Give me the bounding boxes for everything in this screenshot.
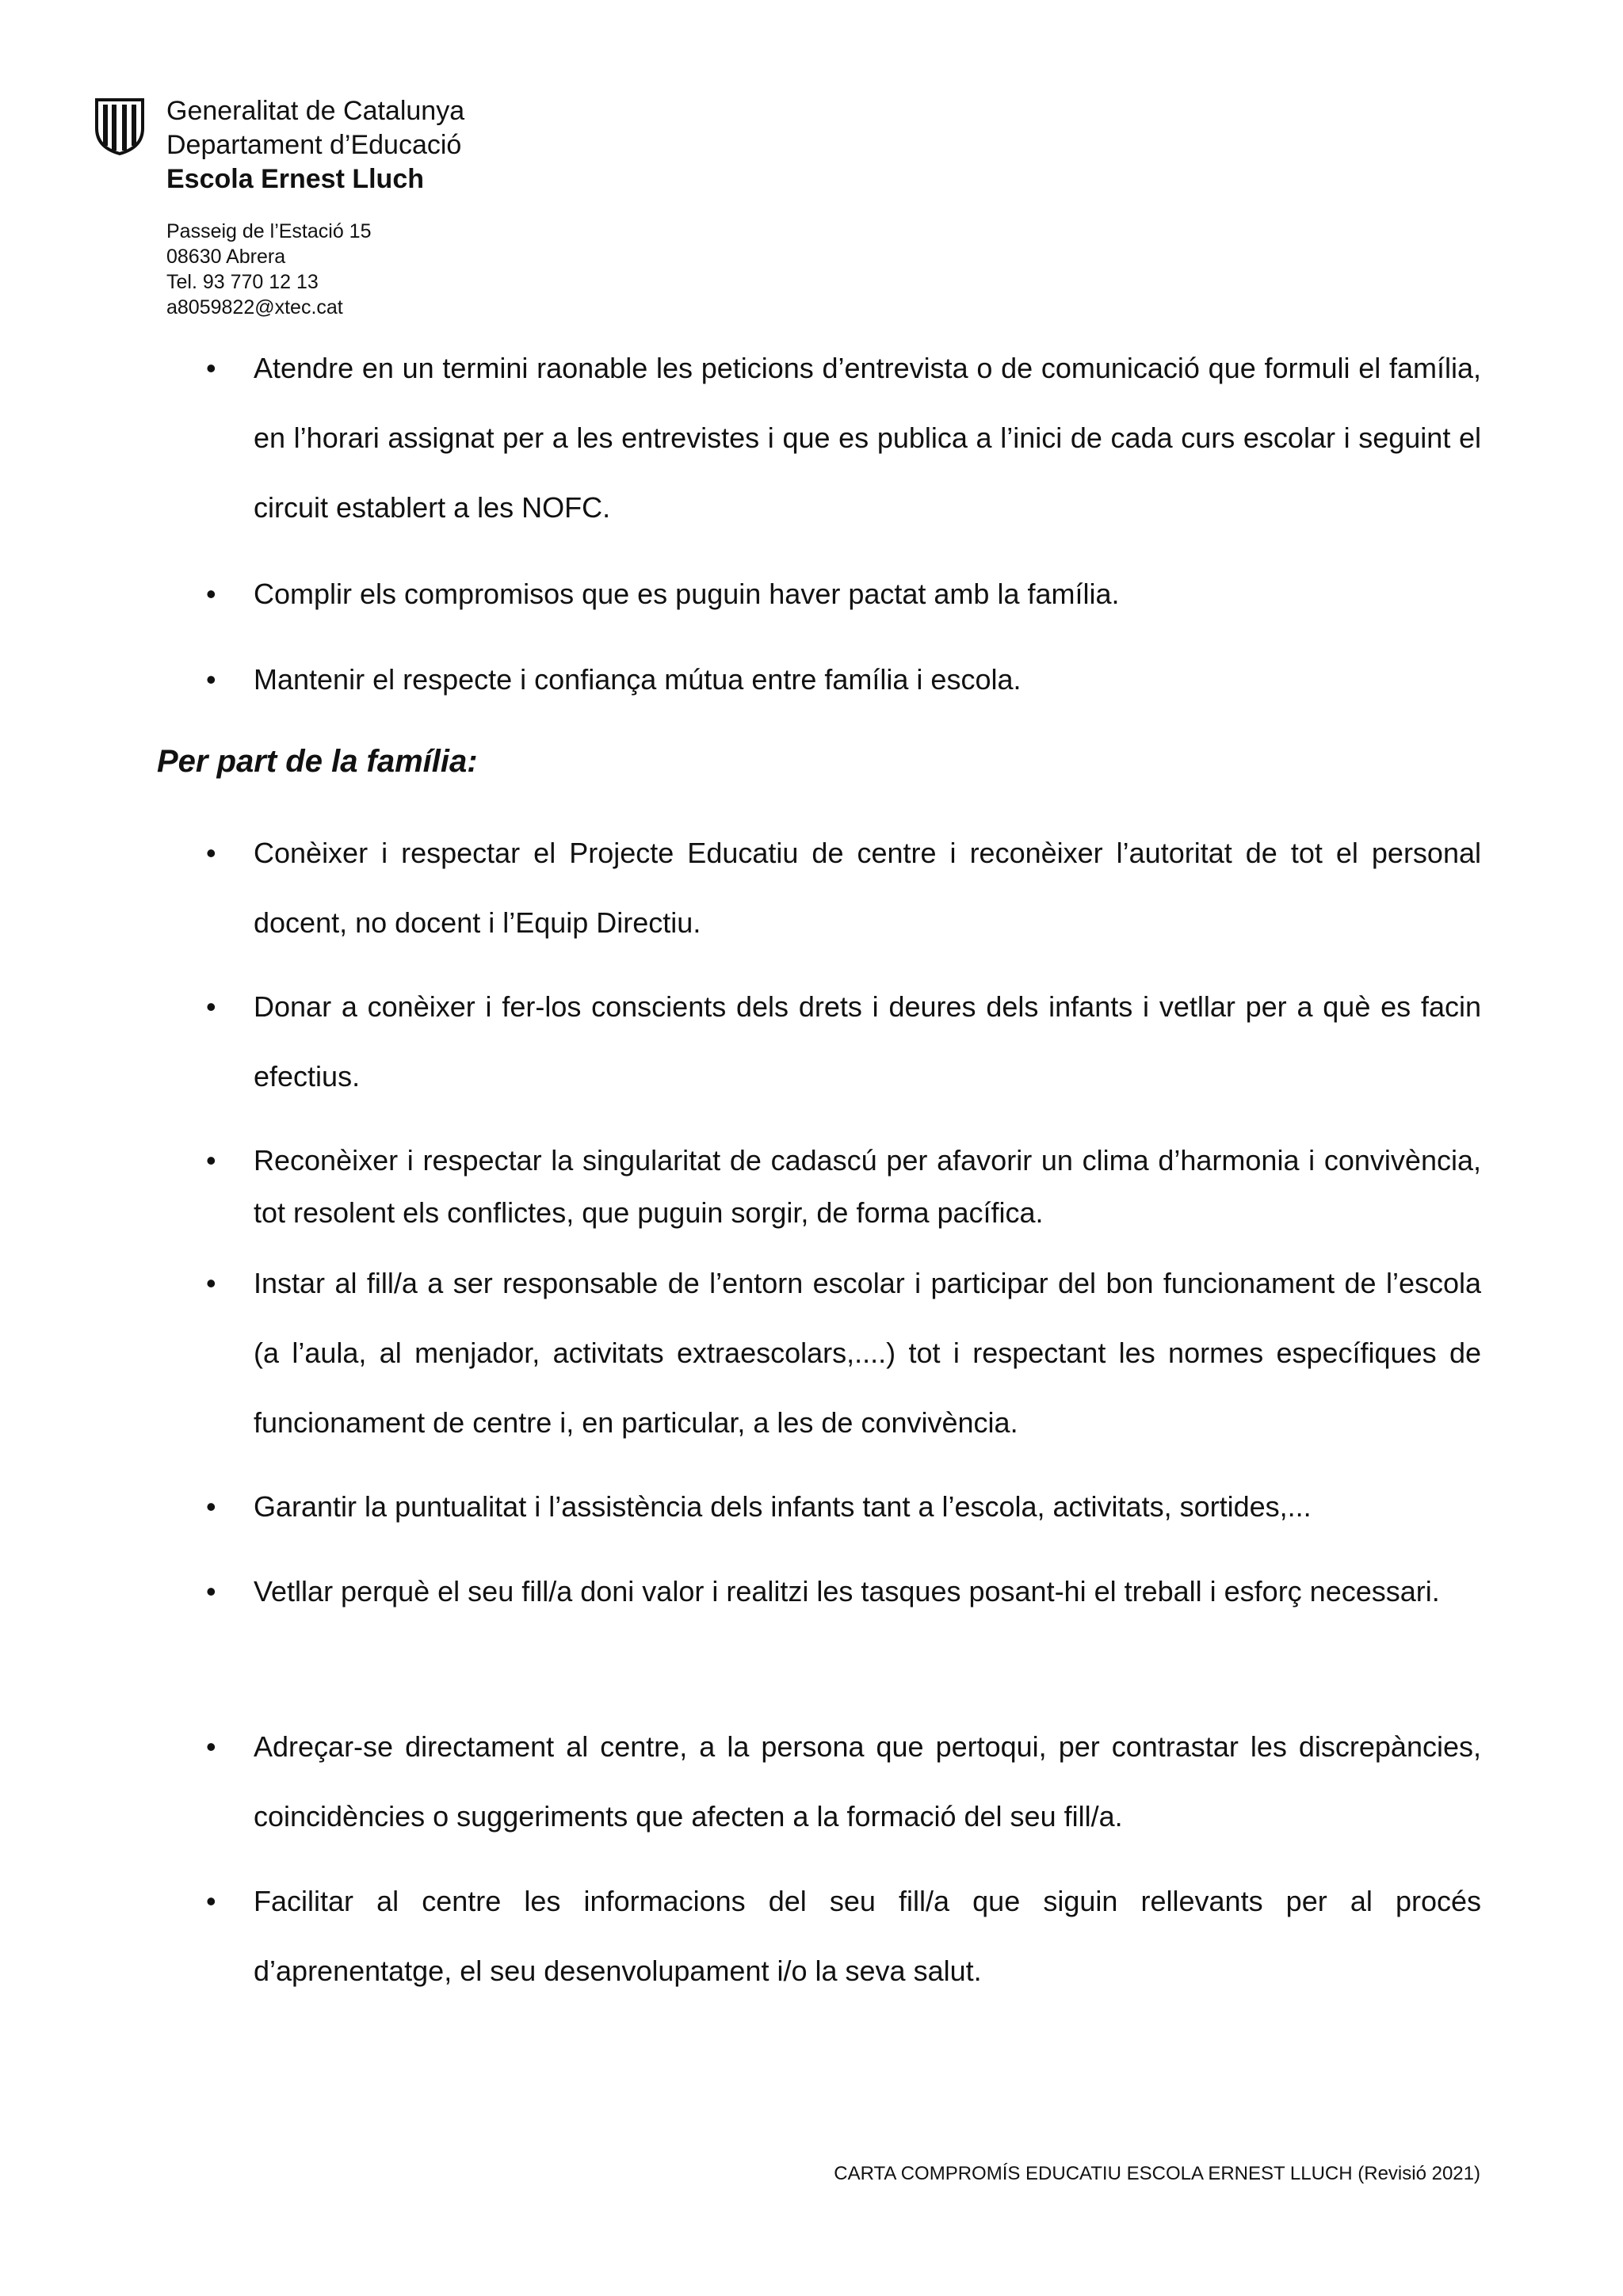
organization-block bbox=[166, 94, 464, 196]
list-item: • Instar al fill/a a ser responsable de l’entorn escolar i participar del bon funcionament de l’escola (a l’aula, al menjador, activitats extraescolars,....) tot i respectant les normes específiques de funcionament de centre i, en particular, a les de convivència. bbox=[254, 1249, 1481, 1458]
list-item: • Donar a conèixer i fer-los conscients dels drets i deures dels infants i vetllar per a què es facin efectius. bbox=[254, 972, 1481, 1112]
address-city: 08630 Abrera bbox=[166, 246, 286, 268]
address-email: a8059822@xtec.cat bbox=[166, 296, 343, 318]
list-item: • Facilitar al centre les informacions del seu fill/a que siguin rellevants per al procés d’aprenentatge, el seu desenvolupament i/o la seva salut. bbox=[254, 1867, 1481, 2006]
list-item: • Complir els compromisos que es puguin haver pactat amb la família. bbox=[254, 559, 1481, 629]
department-name: Departament d’Educació bbox=[166, 130, 462, 160]
generalitat-logo-icon bbox=[92, 97, 147, 155]
address-street: Passeig de l’Estació 15 bbox=[166, 220, 372, 242]
section-heading: Per part de la família: bbox=[157, 744, 478, 779]
list-item: • Conèixer i respectar el Projecte Educatiu de centre i reconèixer l’autoritat de tot el personal docent, no docent i l’Equip Directiu. bbox=[254, 818, 1481, 958]
list-item: • Atendre en un termini raonable les peticions d’entrevista o de comunicació que formuli el família, en l’horari assignat per a les entrevistes i que es publica a l’inici de cada curs escolar i seguint el circuit establert a les NOFC. bbox=[254, 334, 1481, 543]
list-item: • Adreçar-se directament al centre, a la persona que pertoqui, per contrastar les discrepàncies, coincidències o suggeriments que afecten a la formació del seu fill/a. bbox=[254, 1712, 1481, 1852]
school-name: Escola Ernest Lluch bbox=[166, 164, 424, 194]
org-name: Generalitat de Catalunya bbox=[166, 96, 465, 126]
list-item: • Mantenir el respecte i confiança mútua entre família i escola. bbox=[254, 645, 1481, 715]
list-item: • Vetllar perquè el seu fill/a doni valor i realitzi les tasques posant-hi el treball i esforç necessari. bbox=[254, 1557, 1481, 1627]
list-item: • Garantir la puntualitat i l’assistència dels infants tant a l’escola, activitats, sortides,... bbox=[254, 1472, 1481, 1542]
address-phone: Tel. 93 770 12 13 bbox=[166, 271, 319, 293]
list-item: • Reconèixer i respectar la singularitat de cadascú per afavorir un clima d’harmonia i convivència, tot resolent els conflictes, que puguin sorgir, de forma pacífica. bbox=[254, 1135, 1481, 1239]
address-block bbox=[166, 219, 371, 320]
page-footer: CARTA COMPROMÍS EDUCATIU ESCOLA ERNEST LLUCH (Revisió 2021) bbox=[834, 2163, 1480, 2184]
